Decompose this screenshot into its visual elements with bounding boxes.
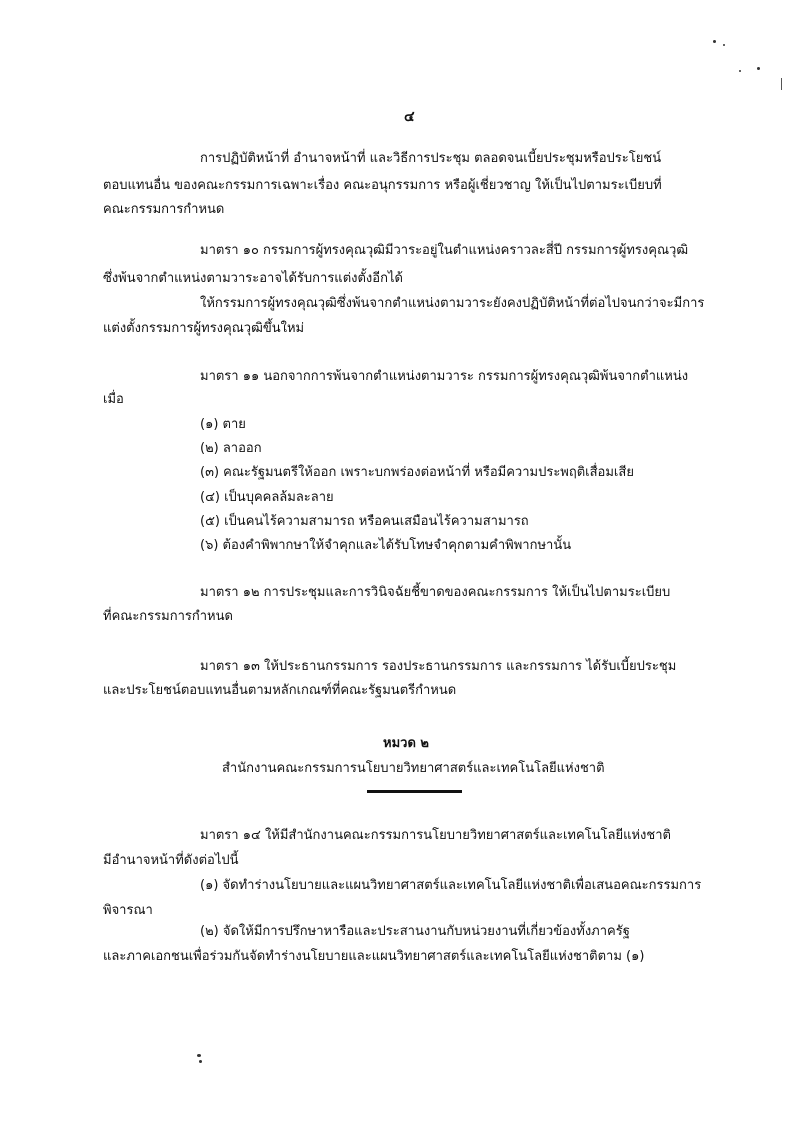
scan-speck	[713, 40, 716, 43]
scan-speck	[197, 1054, 201, 1057]
section-14-item: และภาคเอกชนเพื่อร่วมกันจัดทำร่างนโยบายและแผนวิทยาศาสตร์และเทคโนโลยีแห่งชาติตาม (๑)	[103, 949, 645, 964]
section-14-item: พิจารณา	[103, 903, 153, 918]
scan-speck	[739, 70, 741, 72]
section-11-line: มาตรา ๑๑ นอกจากการพ้นจากตำแหน่งตามวาระ กรรมการผู้ทรงคุณวุฒิพ้นจากตำแหน่ง	[200, 369, 689, 384]
section-14-line: มีอำนาจหน้าที่ดังต่อไปนี้	[103, 853, 239, 868]
list-item: (๑) ตาย	[200, 417, 246, 432]
section-10-line: แต่งตั้งกรรมการผู้ทรงคุณวุฒิขึ้นใหม่	[103, 321, 305, 336]
chapter-title: หมวด ๒	[383, 736, 429, 751]
section-13-line: มาตรา ๑๓ ให้ประธานกรรมการ รองประธานกรรมการ และกรรมการ ได้รับเบี้ยประชุม	[200, 659, 677, 674]
page-number: ๔	[404, 109, 415, 125]
scan-mark	[781, 78, 782, 90]
section-10-line: มาตรา ๑๐ กรรมการผู้ทรงคุณวุฒิมีวาระอยู่ในตำแหน่งคราวละสี่ปี กรรมการผู้ทรงคุณวุฒิ	[200, 243, 689, 258]
section-12-line: มาตรา ๑๒ การประชุมและการวินิจฉัยชี้ขาดของคณะกรรมการ ให้เป็นไปตามระเบียบ	[200, 585, 671, 600]
scan-speck	[757, 67, 760, 70]
section-10-line: ซึ่งพ้นจากตำแหน่งตามวาระอาจได้รับการแต่งตั้งอีกได้	[103, 271, 403, 286]
list-item: (๕) เป็นคนไร้ความสามารถ หรือคนเสมือนไร้ความสามารถ	[200, 514, 529, 529]
list-item: (๔) เป็นบุคคลล้มละลาย	[200, 490, 334, 505]
list-item: (๓) คณะรัฐมนตรีให้ออก เพราะบกพร่องต่อหน้าที่ หรือมีความประพฤติเสื่อมเสีย	[200, 465, 634, 480]
scan-speck	[723, 44, 725, 46]
scan-speck	[199, 1060, 202, 1063]
paragraph-line: คณะกรรมการกำหนด	[103, 202, 225, 217]
section-10-line: ให้กรรมการผู้ทรงคุณวุฒิซึ่งพ้นจากตำแหน่งตามวาระยังคงปฏิบัติหน้าที่ต่อไปจนกว่าจะมีการ	[200, 296, 705, 311]
section-14-item: (๒) จัดให้มีการปรึกษาหารือและประสานงานกับหน่วยงานที่เกี่ยวข้องทั้งภาครัฐ	[200, 924, 630, 939]
paragraph-line: ตอบแทนอื่น ของคณะกรรมการเฉพาะเรื่อง คณะอนุกรรมการ หรือผู้เชี่ยวชาญ ให้เป็นไปตามระเบียบที่	[103, 178, 662, 193]
list-item: (๒) ลาออก	[200, 441, 262, 456]
chapter-subtitle: สำนักงานคณะกรรมการนโยบายวิทยาศาสตร์และเทคโนโลยีแห่งชาติ	[222, 761, 605, 776]
section-11-line: เมื่อ	[103, 392, 124, 407]
chapter-divider	[367, 790, 462, 793]
section-13-line: และประโยชน์ตอบแทนอื่นตามหลักเกณฑ์ที่คณะรัฐมนตรีกำหนด	[103, 683, 457, 698]
section-14-line: มาตรา ๑๔ ให้มีสำนักงานคณะกรรมการนโยบายวิทยาศาสตร์และเทคโนโลยีแห่งชาติ	[200, 828, 671, 843]
section-14-item: (๑) จัดทำร่างนโยบายและแผนวิทยาศาสตร์และเทคโนโลยีแห่งชาติเพื่อเสนอคณะกรรมการ	[200, 878, 702, 893]
list-item: (๖) ต้องคำพิพากษาให้จำคุกและได้รับโทษจำคุกตามคำพิพากษานั้น	[200, 538, 572, 553]
paragraph-line: การปฏิบัติหน้าที่ อำนาจหน้าที่ และวิธีการประชุม ตลอดจนเบี้ยประชุมหรือประโยชน์	[200, 151, 662, 166]
section-12-line: ที่คณะกรรมการกำหนด	[103, 609, 233, 624]
